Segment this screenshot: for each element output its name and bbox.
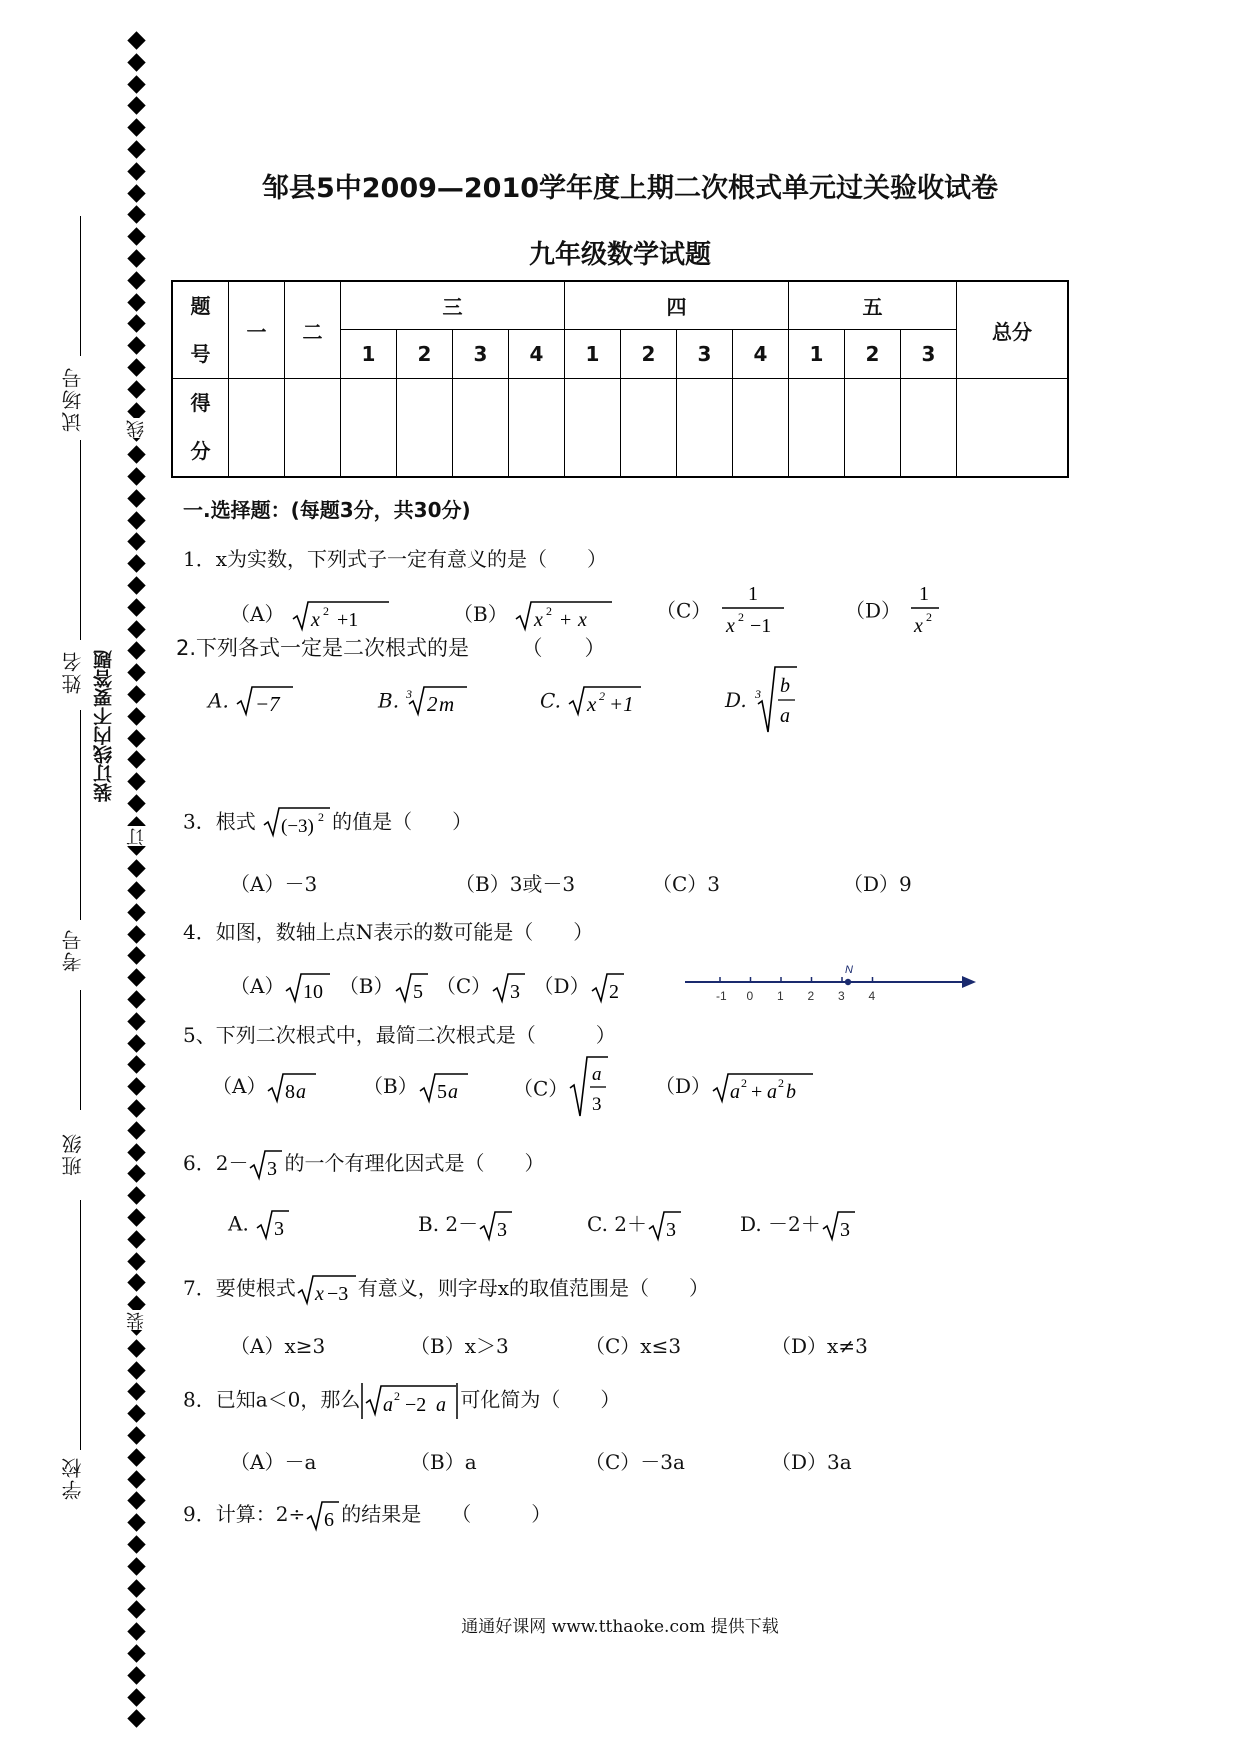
diamond-mark [127,642,145,660]
q3-option-c: （C）3 [652,872,721,896]
svg-text:2: 2 [318,810,325,824]
diamond-mark [127,1405,145,1423]
sub-4-1: 1 [565,330,621,379]
q6-b-formula [478,1209,514,1243]
svg-text:+: + [560,608,572,631]
diamond-mark [127,511,145,529]
sub-3-1: 1 [341,330,397,379]
svg-text:+1: +1 [336,608,359,631]
q3-formula [262,805,332,841]
svg-text:+: + [751,1080,763,1103]
svg-text:a: a [767,1080,778,1103]
sub-5-2: 2 [845,330,901,379]
svg-text:2: 2 [394,1389,401,1403]
diamond-mark [127,1513,145,1531]
q5-option-a: （A） 8 a [212,1070,318,1105]
diamond-mark [127,445,145,463]
number-line-tick-label: 0 [746,989,754,1003]
diamond-mark [127,315,145,333]
svg-text:1: 1 [747,583,758,605]
margin-line-5 [80,1200,81,1450]
score-cell[interactable] [733,379,789,477]
diamond-mark [127,1557,145,1575]
diamond-mark [127,31,145,49]
margin-line-2 [80,440,81,640]
svg-text:x: x [725,615,735,637]
diamond-mark [127,1535,145,1553]
sub-3-3: 3 [453,330,509,379]
q6-formula [248,1148,284,1182]
diamond-mark [127,271,145,289]
binding-mark-bind: 装 [124,1310,150,1330]
diamond-mark [127,336,145,354]
q6-option-a: A. 3 [228,1208,291,1242]
sub-3-4: 4 [509,330,565,379]
svg-text:a: a [592,1064,602,1085]
q7-option-d: （D）x≠3 [771,1334,868,1358]
question-1-stem: 1．x为实数，下列式子一定有意义的是（ ） [183,547,608,571]
diamond-mark [127,293,145,311]
svg-text:2: 2 [599,689,606,703]
q2-b-formula [405,684,469,720]
binding-mark-line: 线 [124,418,150,438]
q6-a-formula [255,1208,291,1242]
q1-b-formula [514,599,614,633]
svg-text:2: 2 [546,603,553,618]
number-line-tick-label: 1 [777,989,784,1003]
diamond-mark [127,1121,145,1139]
q5-d-formula [711,1071,815,1105]
diamond-mark [127,97,145,115]
q5-option-c: （C） a 3 [513,1054,612,1120]
score-row-header: 得 分 [172,379,229,477]
q5-option-b: （B） 5 a [363,1070,470,1105]
page-footer: 通通好课网 www.tthaoke.com 提供下载 [461,1617,779,1637]
q3-option-b: （B）3或－3 [455,872,576,896]
diamond-mark [127,969,145,987]
q3-option-d: （D）9 [843,872,912,896]
q4-c-formula [491,971,527,1005]
q4-b-formula [394,971,430,1005]
q4-d-formula [590,971,626,1005]
diamond-mark [127,620,145,638]
svg-text:8: 8 [285,1080,296,1103]
svg-text:3: 3 [406,687,413,701]
q6-c-formula [647,1209,683,1243]
svg-text:x: x [310,608,320,631]
svg-text:2: 2 [322,603,329,618]
svg-text:3: 3 [267,1157,278,1180]
diamond-mark [127,1056,145,1074]
diamond-mark [127,140,145,158]
diamond-mark [127,1448,145,1466]
svg-text:a: a [780,705,791,727]
diamond-mark [127,489,145,507]
q1-c-formula [718,578,788,640]
diamond-mark [127,663,145,681]
section-5-header: 五 [789,281,957,330]
diamond-mark [127,1078,145,1096]
q6-option-c: C. 2＋ 3 [587,1208,683,1243]
diamond-mark [127,1383,145,1401]
question-3-stem: 3．根式 (−3) 2 的值是（ ） [183,805,472,841]
score-cell[interactable] [341,379,397,477]
number-line-tick-label: 2 [807,989,815,1003]
svg-text:5: 5 [412,980,423,1003]
svg-text:a: a [296,1080,307,1103]
diamond-mark [127,1579,145,1597]
score-cell[interactable] [565,379,621,477]
q2-c-formula [567,684,643,720]
svg-text:3: 3 [755,687,762,701]
question-6-stem: 6．2－ 3 的一个有理化因式是（ ） [183,1147,544,1182]
point-n-label: N [845,964,853,976]
q8-option-b: （B）a [410,1450,477,1474]
svg-text:x: x [534,608,543,631]
sub-4-4: 4 [733,330,789,379]
svg-text:10: 10 [303,980,324,1003]
svg-text:x: x [314,1282,324,1305]
name-label: 姓名 [61,650,85,694]
diamond-mark [127,598,145,616]
svg-text:2: 2 [427,692,438,716]
number-line-tick-label: 3 [838,989,845,1003]
diamond-mark [127,358,145,376]
number-line-tick-label: 4 [868,989,876,1003]
diamond-mark [127,1012,145,1030]
svg-text:x: x [587,692,597,716]
diamond-mark [127,925,145,943]
svg-text:x: x [914,615,924,637]
svg-text:m: m [439,692,455,716]
q6-option-b: B. 2－ 3 [418,1208,514,1243]
diamond-mark [127,1644,145,1662]
svg-text:2: 2 [926,610,933,624]
q1-d-formula [907,578,943,640]
q2-option-b: B. 3 2 m [378,684,469,720]
diamond-mark [127,1426,145,1444]
q2-option-a: A. −7 [208,684,295,720]
sub-5-3: 3 [901,330,957,379]
q1-a-formula [291,599,391,633]
diamond-mark [127,1361,145,1379]
diamond-mark [127,860,145,878]
q7-formula [296,1273,358,1307]
svg-text:−3: −3 [326,1282,349,1305]
q1-option-c: （C） 1 x 2 −1 [656,578,788,640]
diamond-mark [127,533,145,551]
margin-line-3 [80,710,81,920]
svg-text:5: 5 [436,1080,447,1103]
svg-text:−1: −1 [749,615,771,637]
sub-5-1: 1 [789,330,845,379]
diamond-mark [127,75,145,93]
svg-text:b: b [780,675,791,697]
q5-c-formula [568,1054,612,1120]
diamond-mark [127,1274,145,1292]
q8-option-a: （A）－a [230,1450,317,1474]
diamond-mark [127,707,145,725]
q7-option-c: （C）x≤3 [585,1334,682,1358]
svg-text:3: 3 [510,980,521,1003]
svg-text:6: 6 [324,1508,335,1531]
svg-text:x: x [578,608,587,631]
svg-text:3: 3 [839,1218,850,1241]
total-header: 总分 [957,281,1069,379]
diamond-mark [127,1710,145,1728]
diamond-mark [127,881,145,899]
svg-text:2: 2 [608,980,619,1003]
diamond-mark [127,1252,145,1270]
score-cell[interactable] [621,379,677,477]
diamond-mark [127,1143,145,1161]
q5-b-formula [418,1071,470,1105]
question-7-stem: 7．要使根式 x −3 有意义，则字母x的取值范围是（ ） [183,1272,709,1307]
q8-formula [360,1381,460,1421]
diamond-mark [127,1230,145,1248]
question-5-stem: 5、下列二次根式中，最简二次根式是（ ） [183,1023,616,1047]
svg-text:b: b [786,1080,797,1103]
q4-a-formula [284,971,332,1005]
diamond-mark [127,576,145,594]
q1-option-b: （B） x 2 + x [453,598,614,633]
question-2-stem: 2.下列各式一定是二次根式的是 （ ） [176,636,606,660]
svg-text:a: a [383,1394,394,1416]
diamond-mark [127,1688,145,1706]
diamond-mark [127,903,145,921]
diamond-mark [127,206,145,224]
svg-text:+1: +1 [609,692,634,716]
question-4-stem: 4．如图，数轴上点N表示的数可能是（ ） [183,920,594,944]
total-score-cell[interactable] [957,379,1069,477]
number-line-tick-label: -1 [716,989,727,1003]
diamond-mark [127,1339,145,1357]
svg-text:3: 3 [666,1218,677,1241]
svg-text:a: a [436,1394,447,1416]
svg-text:a: a [447,1080,458,1103]
binding-diamond-border [118,30,154,1730]
diamond-mark [127,1492,145,1510]
svg-text:1: 1 [919,583,930,605]
svg-text:2: 2 [778,1075,785,1090]
q5-a-formula [266,1071,318,1105]
section-3-header: 三 [341,281,565,330]
diamond-mark [127,947,145,965]
section-2-header: 二 [285,281,341,379]
diamond-mark [127,118,145,136]
score-cell[interactable] [789,379,845,477]
svg-text:a: a [730,1080,741,1103]
page-title: 邹县5中2009—2010学年度上期二次根式单元过关验收试卷 [261,173,999,204]
section-1-heading: 一.选择题：(每题3分，共30分) [183,498,471,522]
q1-option-a: （A） x 2 +1 [230,598,391,633]
diamond-mark [127,467,145,485]
q4-options: （A） 10 （B） 5 （C） 3 （D） 2 [230,970,626,1005]
q2-d-formula [753,664,799,736]
svg-text:2: 2 [741,1075,748,1090]
diamond-mark [127,554,145,572]
diamond-mark [127,1187,145,1205]
q2-a-formula [235,684,295,720]
q6-option-d: D. －2＋ 3 [740,1208,857,1243]
sub-4-3: 3 [677,330,733,379]
page-subtitle: 九年级数学试题 [528,240,711,270]
sub-3-2: 2 [397,330,453,379]
school-label: 学校 [61,1456,85,1500]
exam-room-label: 试场号 [61,366,85,432]
svg-text:(−3): (−3) [281,816,314,837]
svg-text:3: 3 [497,1218,508,1241]
q2-option-c: C. x 2 +1 [540,684,643,720]
q5-option-d: （D） a 2 + a 2 b [655,1070,815,1105]
section-1-header: 一 [229,281,285,379]
question-8-stem: 8．已知a＜0，那么 a 2 −2 a 可化简为（ ） [183,1381,620,1421]
question-9-stem: 9．计算：2÷ 6 的结果是 （ ） [183,1498,551,1533]
svg-text:3: 3 [274,1218,285,1240]
q9-formula [305,1499,341,1533]
diamond-mark [127,1165,145,1183]
q8-option-d: （D）3a [771,1450,852,1474]
score-cell[interactable] [509,379,565,477]
q7-option-b: （B）x＞3 [410,1334,509,1358]
diamond-mark [127,990,145,1008]
diamond-mark [127,1666,145,1684]
svg-text:−2: −2 [405,1394,427,1416]
class-label: 班级 [61,1132,85,1176]
q7-option-a: （A）x≥3 [230,1334,326,1358]
diamond-mark [127,794,145,812]
question-number-header: 题 号 [172,281,229,379]
score-cell[interactable] [453,379,509,477]
q6-d-formula [821,1209,857,1243]
diamond-mark [127,1034,145,1052]
exam-number-label: 考号 [61,928,85,972]
svg-text:2: 2 [737,610,744,624]
number-line-arrow [962,976,976,988]
diamond-mark [127,53,145,71]
score-cell[interactable] [845,379,901,477]
score-cell[interactable] [397,379,453,477]
sub-4-2: 2 [621,330,677,379]
score-table [171,280,1069,478]
q8-option-c: （C）－3a [585,1450,685,1474]
diamond-mark [127,1208,145,1226]
diamond-mark [127,751,145,769]
diamond-mark [127,1470,145,1488]
score-cell[interactable] [901,379,957,477]
svg-text:−7: −7 [255,692,280,716]
score-cell[interactable] [677,379,733,477]
q1-option-d: （D） 1 x 2 [845,578,943,640]
point-n [845,979,851,985]
diamond-mark [127,1099,145,1117]
binding-mark-staple: 订 [124,826,150,846]
score-cell[interactable] [229,379,285,477]
diamond-mark [127,380,145,398]
margin-line-4 [80,990,81,1110]
score-cell[interactable] [285,379,341,477]
q2-option-d: D. 3 b a [725,664,799,736]
diamond-mark [127,685,145,703]
number-line-figure [680,958,980,1008]
svg-text:3: 3 [592,1094,602,1115]
diamond-mark [127,772,145,790]
binding-notice: 装订线内不要答题 [93,650,115,802]
section-4-header: 四 [565,281,789,330]
q3-option-a: （A）－3 [230,872,318,896]
diamond-mark [127,729,145,747]
